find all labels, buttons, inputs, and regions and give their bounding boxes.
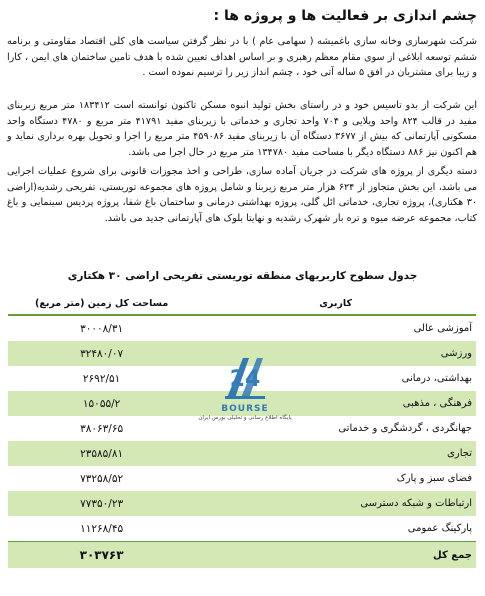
paragraph-intro: شرکت شهرسازی وخانه سازی باغمیشه ( سهامی عام ) با در نظر گرفتن سیاست های کلی اقتصاد مقاومتی و برنامه ششم توسعه ابلاغی از سوی مقام معظم رهبری و بر اساس اهداف تعیین شده با هدف تامین ساختمان های ایمن ، کارا و زیبا برای مشتریان در افق ۵ ساله آتی خود ، چشم انداز زیر را ترسیم نموده است . bbox=[7, 36, 477, 78]
row-use: فرهنگی ، مذهبی bbox=[402, 398, 472, 409]
row-area: ۲۳۵۸۵/۸۱ bbox=[80, 447, 124, 460]
section-heading: چشم اندازی بر فعالیت ها و پروژه ها : bbox=[213, 8, 477, 24]
row-area: ۳۸۰۶۳/۶۵ bbox=[80, 422, 124, 435]
row-area: ۱۱۲۶۸/۴۵ bbox=[80, 522, 124, 535]
row-use: ارتباطات و شبکه دسترسی bbox=[360, 498, 472, 509]
row-use: آموزشی عالی bbox=[413, 323, 472, 334]
column-header-area: مساحت کل زمین (متر مربع) bbox=[34, 297, 169, 309]
table-row bbox=[8, 516, 476, 541]
total-value: ۳۰۳۷۶۳ bbox=[79, 548, 124, 562]
watermark-brand: BOURSE bbox=[221, 404, 269, 414]
table-header bbox=[8, 292, 476, 314]
row-use: جهانگردی ، گردشگری و خدماتی bbox=[338, 423, 472, 434]
row-area: ۲۶۹۲/۵۱ bbox=[82, 372, 121, 385]
paragraph-projects: دسته دیگری از پروژه های شرکت در جریان آماده سازی، طراحی و اخذ مجوزات قانونی برای شروع عملیات اجرایی می باشد، این بخش متجاوز از ۶۲۴ هزار متر مربع زیربنا و شامل پروژه های مجموعه توریستی، تفریحی رشدیه(اراضی ۳۰ هکتاری)، پروژه تجاری، خدماتی ائل گلی، پروژه بهداشتی درمانی و ساختمان باغ شفا، پروژه پردیس سینمایی و باغ کتاب، مجموعه عرضه میوه و تره بار شهرک رشدیه و نهایتا بلوک های آپارتمانی جدید می باشد. bbox=[7, 166, 477, 224]
row-use: پارکینگ عمومی bbox=[407, 523, 472, 534]
bourse-watermark-logo bbox=[195, 352, 295, 452]
row-area: ۷۷۳۵۰/۲۳ bbox=[80, 497, 124, 510]
table-row bbox=[8, 316, 476, 341]
row-area: ۳۲۴۸۰/۰۷ bbox=[80, 347, 124, 360]
row-use: فضای سبز و پارک bbox=[396, 473, 472, 484]
row-use: بهداشتی، درمانی bbox=[401, 373, 472, 384]
row-area: ۱۵۰۵۵/۲ bbox=[82, 397, 121, 410]
table-total-row bbox=[8, 541, 476, 568]
table-title: جدول سطوح کاربریهای منطقه توریستی تفریحی اراضی ۳۰ هکتاری bbox=[67, 270, 418, 282]
column-header-use: کاربری bbox=[319, 297, 352, 309]
total-label: جمع کل bbox=[433, 549, 472, 561]
table-row bbox=[8, 491, 476, 516]
svg-text:24: 24 bbox=[229, 367, 261, 392]
table-row bbox=[8, 466, 476, 491]
watermark-tagline: پایگاه اطلاع رسانی و تحلیلی بورس ایران bbox=[198, 415, 292, 421]
row-use: ورزشی bbox=[440, 348, 472, 359]
row-area: ۳۰۰۰۸/۳۱ bbox=[80, 322, 124, 335]
row-area: ۷۳۲۵۸/۵۲ bbox=[80, 472, 124, 485]
paragraph-history: این شرکت از بدو تاسیس خود و در راستای بخش تولید انبوه مسکن تاکنون توانسته است ۱۸۳۴۱۲ متر مربع زیربنای مفید در قالب ۸۲۴ واحد ویلایی و ۷۰۴ واحد تجاری و خدماتی با زیربنای مفید ۴۱۷۹۱ متر مربع و ۴۷۸۰ دستگاه واحد مسکونی آپارتمانی که بیش از ۳۶۷۷ دستگاه آن با زیربنای مفید ۴۵۹۰۸۶ متر مربع را اجرا و تحویل بهره برداری نماید و هم اکنون نیز ۸۸۶ دستگاه دیگر با مساحت مفید ۱۳۴۷۸۰ متر مربع در حال اجرا می باشد. bbox=[7, 100, 478, 158]
row-use: تجاری bbox=[447, 448, 472, 459]
bourse-logo-icon bbox=[219, 352, 271, 404]
